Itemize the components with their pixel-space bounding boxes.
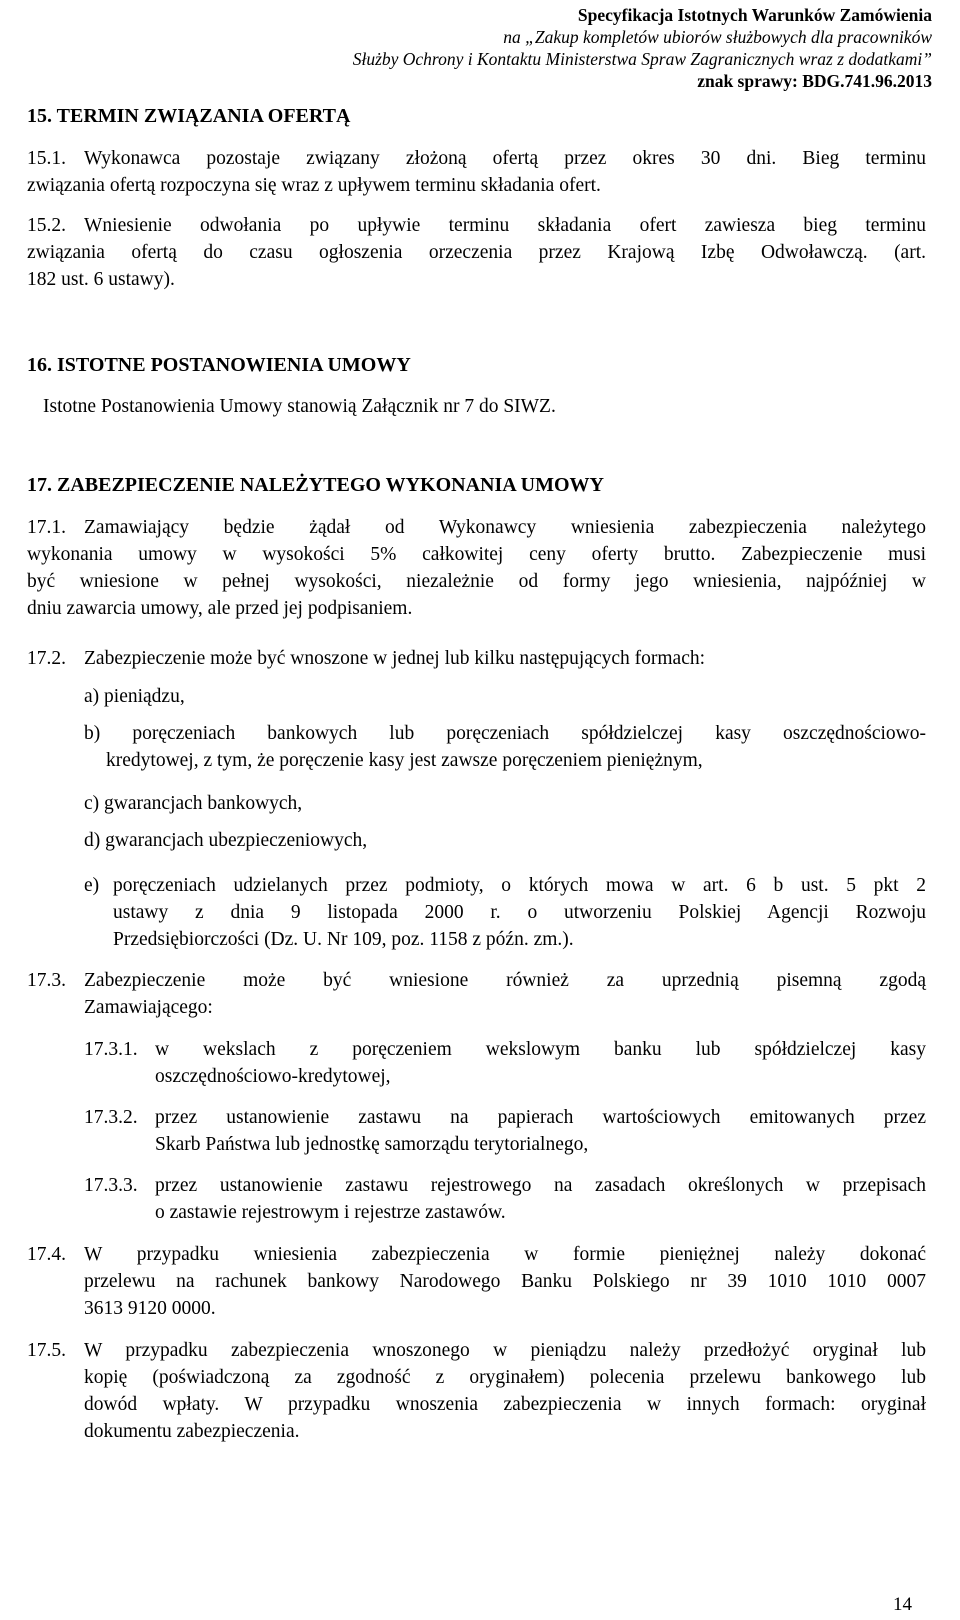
text-line: kredytowej, z tym, że poręczenie kasy jest zawsze poręczeniem pieniężnym, [106, 750, 703, 771]
paragraph-number: 15.2. [27, 215, 66, 236]
paragraph-number: 17.3. [27, 970, 66, 991]
text-line: b) poręczeniach bankowych lub poręczeniach spółdzielczej kasy oszczędnościowo- [84, 723, 926, 744]
text-line: Wniesienie odwołania po upływie terminu składania ofert zawiesza bieg terminu [84, 215, 926, 236]
text-line: Przedsiębiorczości (Dz. U. Nr 109, poz. 1158 z późn. zm.). [113, 929, 574, 950]
text-line: o zastawie rejestrowym i rejestrze zastawów. [155, 1202, 506, 1223]
text-line: związania ofertą do czasu ogłoszenia orzeczenia przez Krajową Izbę Odwoławczą. (art. [27, 242, 926, 263]
paragraph-number: 17.2. [27, 648, 66, 669]
text-line: przez ustanowienie zastawu na papierach wartościowych emitowanych przez [155, 1107, 926, 1128]
text-line: w wekslach z poręczeniem wekslowym banku lub spółdzielczej kasy [155, 1039, 926, 1060]
text-line: wykonania umowy w wysokości 5% całkowitej ceny oferty brutto. Zabezpieczenie musi [27, 544, 926, 565]
list-label-e: e) [84, 875, 100, 896]
text-line: poręczeniach udzielanych przez podmioty, o których mowa w art. 6 b ust. 5 pkt 2 [113, 875, 926, 896]
subparagraph-number: 17.3.3. [84, 1175, 138, 1196]
text-line: dokumentu zabezpieczenia. [84, 1421, 300, 1442]
paragraph-17-3 [84, 967, 926, 1021]
subparagraph-number: 17.3.1. [84, 1039, 138, 1060]
text-line: dowód wpłaty. W przypadku wnoszenia zabezpieczenia w innych formach: oryginał [84, 1394, 926, 1415]
paragraph-number: 17.4. [27, 1244, 66, 1265]
text-line: przelewu na rachunek bankowy Narodowego Banku Polskiego nr 39 1010 1010 0007 [84, 1271, 926, 1292]
list-item-b [84, 720, 926, 774]
text-line: Zamawiający będzie żądał od Wykonawcy wniesienia zabezpieczenia należytego [84, 517, 926, 538]
section-15-heading: 15. TERMIN ZWIĄZANIA OFERTĄ [27, 105, 351, 127]
list-item-c: c) gwarancjach bankowych, [84, 793, 303, 814]
text-line: być wniesione w pełnej wysokości, niezależnie od formy jego wniesienia, najpóźniej w [27, 571, 926, 592]
paragraph-17-4 [84, 1241, 926, 1322]
section-17-heading: 17. ZABEZPIECZENIE NALEŻYTEGO WYKONANIA UMOWY [27, 474, 604, 496]
text-line: Zamawiającego: [84, 997, 213, 1018]
section-16-heading: 16. ISTOTNE POSTANOWIENIA UMOWY [27, 354, 411, 376]
text-line: 3613 9120 0000. [84, 1298, 216, 1319]
subparagraph-17-3-2 [155, 1104, 926, 1158]
paragraph-17-5 [84, 1337, 926, 1445]
text-line: Zabezpieczenie może być wniesione również za uprzednią pisemną zgodą [84, 970, 926, 991]
text-line: dniu zawarcia umowy, ale przed jej podpisaniem. [27, 598, 413, 619]
text-line: ustawy z dnia 9 listopada 2000 r. o utworzeniu Polskiej Agencji Rozwoju [113, 902, 926, 923]
header-line-1: Specyfikacja Istotnych Warunków Zamówienia [577, 5, 932, 25]
paragraph-17-2: Zabezpieczenie może być wnoszone w jednej lub kilku następujących formach: [84, 648, 706, 669]
text-line: związania ofertą rozpoczyna się wraz z upływem terminu składania ofert. [27, 175, 601, 196]
running-header [353, 4, 932, 92]
text-line: W przypadku wniesienia zabezpieczenia w formie pieniężnej należy dokonać [84, 1244, 926, 1265]
subparagraph-17-3-1 [155, 1036, 926, 1090]
subparagraph-number: 17.3.2. [84, 1107, 138, 1128]
text-line: W przypadku zabezpieczenia wnoszonego w pieniądzu należy przedłożyć oryginał lub [84, 1340, 926, 1361]
header-line-4: znak sprawy: BDG.741.96.2013 [697, 71, 932, 91]
text-line: Skarb Państwa lub jednostkę samorządu terytorialnego, [155, 1134, 589, 1155]
header-line-3: Służby Ochrony i Kontaktu Ministerstwa Spraw Zagranicznych wraz z dodatkami” [352, 49, 932, 69]
subparagraph-17-3-3 [155, 1172, 926, 1226]
paragraph-number: 17.5. [27, 1340, 66, 1361]
paragraph-number: 17.1. [27, 517, 66, 538]
text-line: oszczędnościowo-kredytowej, [155, 1066, 391, 1087]
page-number: 14 [893, 1594, 912, 1615]
list-item-a: a) pieniądzu, [84, 686, 185, 707]
paragraph-number: 15.1. [27, 148, 66, 169]
section-16-text: Istotne Postanowienia Umowy stanowią Załącznik nr 7 do SIWZ. [43, 396, 556, 417]
text-line: 182 ust. 6 ustawy). [27, 269, 175, 290]
text-line: przez ustanowienie zastawu rejestrowego na zasadach określonych w przepisach [155, 1175, 926, 1196]
list-item-e [113, 872, 926, 953]
text-line: Wykonawca pozostaje związany złożoną ofertą przez okres 30 dni. Bieg terminu [84, 148, 926, 169]
header-line-2: na „Zakup kompletów ubiorów służbowych dla pracowników [503, 27, 932, 47]
list-item-d: d) gwarancjach ubezpieczeniowych, [84, 830, 368, 851]
text-line: kopię (poświadczoną za zgodność z oryginałem) polecenia przelewu bankowego lub [84, 1367, 926, 1388]
